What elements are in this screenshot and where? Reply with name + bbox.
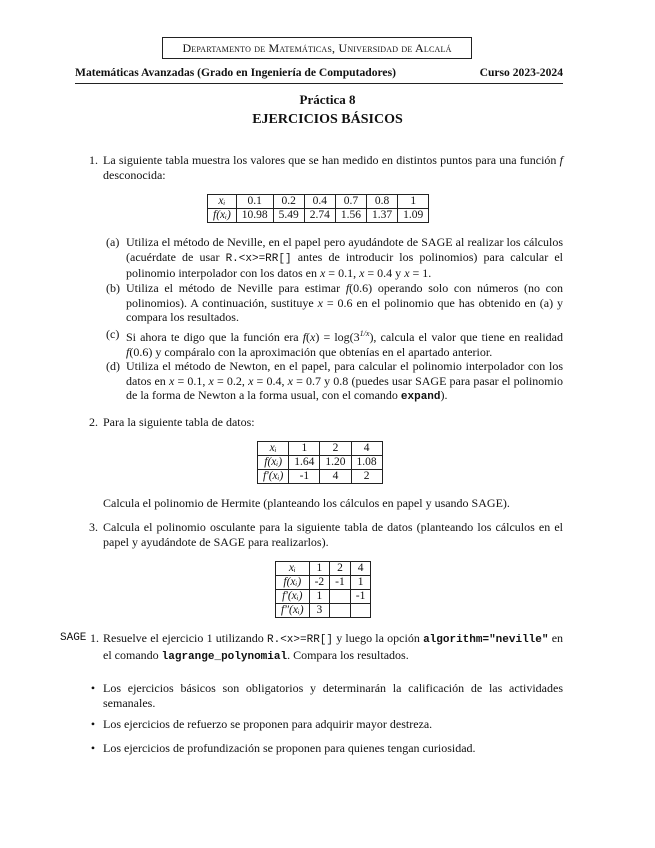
row-header-cell: f′(xᵢ) <box>276 590 310 604</box>
part-a-text <box>126 235 563 281</box>
text-segment: y luego la opción <box>333 631 424 645</box>
code-text: lagrange_polynomial <box>161 650 288 663</box>
math-text: 1/x <box>359 329 370 338</box>
part-label: (d) <box>106 359 120 373</box>
text-segment: = 0.1, <box>174 373 209 388</box>
table-cell: 1 <box>309 590 330 604</box>
bullet-icon: • <box>90 717 96 731</box>
text-segment: Los ejercicios de profundización se proponen para quienes tengan curiosidad. <box>103 741 476 755</box>
table-cell: -1 <box>330 576 351 590</box>
row-header-cell: f(xᵢ) <box>258 456 289 470</box>
math-text: f <box>302 330 307 344</box>
exercise-1-text <box>103 153 563 182</box>
exercise-number: 1. <box>89 153 98 167</box>
table-cell: 1.37 <box>367 209 398 223</box>
table-cell: 2 <box>351 470 382 484</box>
text-segment: Si ahora te digo que la función era <box>126 330 303 344</box>
text-segment: Para la siguiente tabla de datos: <box>103 415 255 429</box>
table-cell: 1 <box>350 576 371 590</box>
note-item <box>103 681 563 710</box>
text-segment: antes de introducir los polinomios) para calcular el polinomio interpolador con los datos en <box>126 249 563 281</box>
row-header-cell: f″(xᵢ) <box>276 604 310 618</box>
table-row <box>276 604 371 618</box>
table-cell <box>350 604 371 618</box>
text-segment: = 0.1, <box>325 266 360 281</box>
table-cell: 0.4 <box>304 195 335 209</box>
text-segment: = 0.7 y 0.8 (puedes usar SAGE para pasar el polinomio de la forma de Newton a la forma usual, con el comando <box>126 373 563 403</box>
table-cell: 1.20 <box>320 456 351 470</box>
text-segment: desconocida: <box>103 167 166 182</box>
code-text: R.<x>=RR[] <box>225 252 292 265</box>
math-text: x <box>208 373 214 388</box>
table-cell: 4 <box>351 442 382 456</box>
math-text: f <box>559 153 563 167</box>
code-text: R.<x>=RR[] <box>267 634 334 646</box>
table-cell <box>330 604 351 618</box>
exercise-number: 1. <box>90 631 99 645</box>
text-segment: Los ejercicios básicos son obligatorios y determinarán la calificación de las actividades semanales. <box>103 681 563 710</box>
row-header-cell: f(xᵢ) <box>276 576 310 590</box>
text-segment: Los ejercicios de refuerzo se proponen para adquirir mayor destreza. <box>103 717 433 731</box>
text-segment: Calcula el polinomio osculante para la siguiente tabla de datos (planteando los cálculos en el papel y ayudándote de SAGE para realizarlos). <box>103 520 563 549</box>
table-row <box>276 562 371 576</box>
note-item <box>103 717 563 732</box>
table-cell: 1 <box>309 562 330 576</box>
row-header-cell: xᵢ <box>276 562 310 576</box>
table-row <box>276 576 371 590</box>
text-segment: = 0.2, <box>213 373 249 388</box>
practice-number: Práctica 8 <box>299 92 356 107</box>
math-text: x <box>168 373 175 388</box>
course-year: Curso 2023-2024 <box>479 66 563 79</box>
math-text: x <box>248 373 254 388</box>
text-segment: La siguiente tabla muestra los valores que se han medido en distintos puntos para una función <box>103 153 560 167</box>
table-cell: 2 <box>320 442 351 456</box>
exercise-3-text <box>103 520 563 549</box>
course-header <box>75 66 563 84</box>
exercise-2-table <box>257 441 383 484</box>
exercise-2-text <box>103 415 563 430</box>
part-label: (b) <box>106 281 120 295</box>
table-row <box>208 209 429 223</box>
code-text: expand <box>400 391 441 404</box>
text-segment: Utiliza el método de Newton, en el papel, para calcular el polinomio interpolador con los datos en <box>126 359 563 388</box>
table-cell: -2 <box>309 576 330 590</box>
page-title: EJERCICIOS BÁSICOS <box>252 112 403 127</box>
math-text: f <box>345 281 350 295</box>
table-cell: 3 <box>309 604 330 618</box>
text-segment: Utiliza el método de Neville para estimar <box>126 281 346 295</box>
bullet-icon: • <box>90 741 96 755</box>
text-segment: = 0.4 y <box>364 266 405 281</box>
math-text: x <box>359 266 365 281</box>
table-cell: 2.74 <box>304 209 335 223</box>
row-header-cell: xᵢ <box>258 442 289 456</box>
table-cell: -1 <box>289 470 320 484</box>
math-text: x <box>319 266 326 281</box>
table-cell: 5.49 <box>273 209 304 223</box>
text-segment: (0.6) operando solo con números (no con polinomios). A continuación, sustituye <box>126 281 563 310</box>
table-cell: 1 <box>398 195 429 209</box>
table-cell: 1.56 <box>335 209 366 223</box>
table-row <box>258 470 383 484</box>
table-cell: 1.08 <box>351 456 382 470</box>
code-text: algorithm="neville" <box>423 634 549 646</box>
table-cell: 1.64 <box>289 456 320 470</box>
note-item <box>103 741 563 756</box>
sage-exercise-text <box>103 631 563 664</box>
text-segment: . Compara los resultados. <box>287 647 409 662</box>
math-text: x <box>317 295 323 310</box>
exercise-number: 2. <box>89 415 98 429</box>
text-segment: Utiliza el método de Neville, en el papel pero ayudándote de SAGE al realizar los cálculos (acuérdate de usar <box>126 235 563 264</box>
table-cell: 2 <box>330 562 351 576</box>
row-header-cell: f′(xᵢ) <box>258 470 289 484</box>
table-cell <box>330 590 351 604</box>
row-header-cell: f(xᵢ) <box>208 209 237 223</box>
bullet-icon: • <box>90 681 96 695</box>
table-cell: 0.7 <box>335 195 366 209</box>
text-segment: = 0.4, <box>253 373 288 388</box>
exercise-3-table <box>275 561 371 618</box>
table-row <box>258 456 383 470</box>
sage-label: SAGE <box>60 632 87 644</box>
exercise-1-table <box>207 194 429 223</box>
text-segment: ), calcula el valor que tiene en realidad <box>369 330 563 344</box>
table-cell: 1 <box>289 442 320 456</box>
math-text: f <box>126 344 130 359</box>
table-cell: 4 <box>350 562 371 576</box>
department-box: Departamento de Matemáticas, Universidad de Alcalá <box>162 37 472 59</box>
part-d-text <box>126 359 563 405</box>
text-segment: (0.6) y compáralo con la aproximación que obtenías en el apartado anterior. <box>129 344 493 359</box>
table-row <box>258 442 383 456</box>
table-cell: 0.8 <box>367 195 398 209</box>
course-name: Matemáticas Avanzadas (Grado en Ingeniería de Computadores) <box>75 66 396 79</box>
table-cell: 0.1 <box>236 195 273 209</box>
table-row <box>208 195 429 209</box>
text-segment: ). <box>440 388 448 403</box>
text-segment: en el comando <box>103 631 564 662</box>
table-cell: -1 <box>350 590 371 604</box>
part-c-text <box>126 327 563 359</box>
math-text: x <box>404 266 410 281</box>
part-b-text <box>126 281 563 325</box>
text-segment: ) = log(3 <box>315 330 360 344</box>
row-header-cell: xᵢ <box>208 195 237 209</box>
text-segment: Calcula el polinomio de Hermite (planteando los cálculos en papel y usando SAGE). <box>103 496 510 510</box>
exercise-2-instruction <box>103 496 563 511</box>
math-text: x <box>287 373 293 388</box>
part-label: (a) <box>106 235 120 249</box>
exercise-number: 3. <box>89 520 98 534</box>
text-segment: ( <box>306 330 311 344</box>
text-segment: = 1. <box>409 266 432 281</box>
table-cell: 10.98 <box>236 209 273 223</box>
text-segment: = 0.6 en el polinomio que has obtenido en (a) y compara los resultados. <box>126 295 563 325</box>
math-text: x <box>310 330 316 344</box>
table-row <box>276 590 371 604</box>
table-cell: 4 <box>320 470 351 484</box>
part-label: (c) <box>106 327 120 341</box>
table-cell: 1.09 <box>398 209 429 223</box>
text-segment: Resuelve el ejercicio 1 utilizando <box>103 631 267 645</box>
table-cell: 0.2 <box>273 195 304 209</box>
